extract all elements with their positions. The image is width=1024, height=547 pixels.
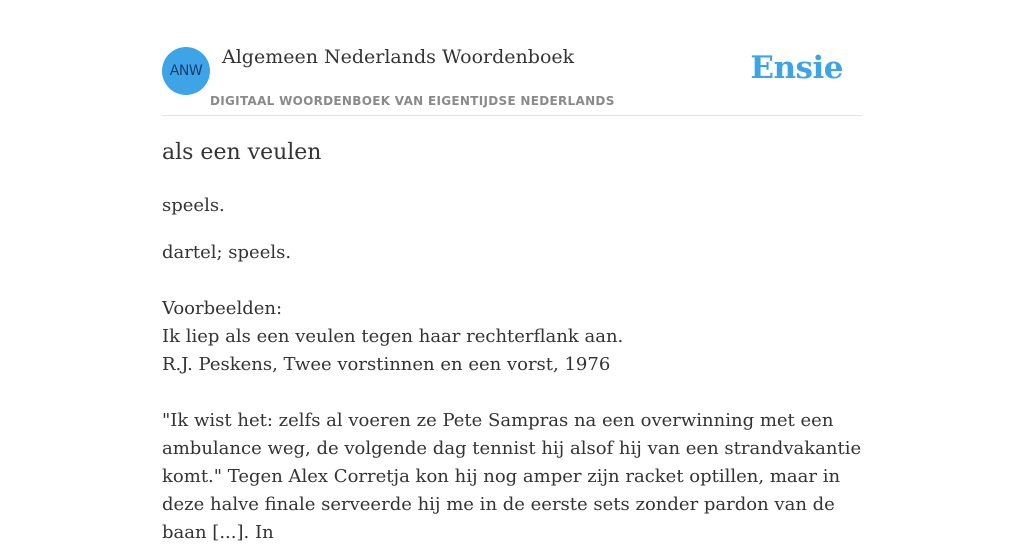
example-quote: Ik liep als een veulen tegen haar rechterflank aan. [162, 326, 624, 347]
ensie-brand-link[interactable]: Ensie [750, 50, 843, 86]
examples-label: Voorbeelden: [162, 298, 283, 319]
anw-logo[interactable] [162, 47, 210, 95]
definition: dartel; speels. [162, 242, 292, 263]
site-title[interactable]: Algemeen Nederlands Woordenboek [222, 46, 575, 68]
site-subtitle: DIGITAAL WOORDENBOEK VAN EIGENTIJDSE NEDERLANDS [210, 94, 615, 108]
entry-headword: als een veulen [162, 140, 322, 165]
logo-text: ANW [169, 63, 203, 79]
example-source: R.J. Peskens, Twee vorstinnen en een vorst, 1976 [162, 354, 611, 375]
short-definition: speels. [162, 195, 225, 216]
page-container [162, 0, 862, 543]
example-quote-long: "Ik wist het: zelfs al voeren ze Pete Sampras na een overwinning met een ambulance weg, de volgende dag tennist hij alsof hij van een strandvakantie komt." Tegen Alex Corretja kon hij nog amper zijn racket optillen, maar in deze halve finale serveerde hij me in de eerste sets zonder pardon van de baan [...]. In [162, 410, 862, 543]
site-header [162, 0, 862, 116]
